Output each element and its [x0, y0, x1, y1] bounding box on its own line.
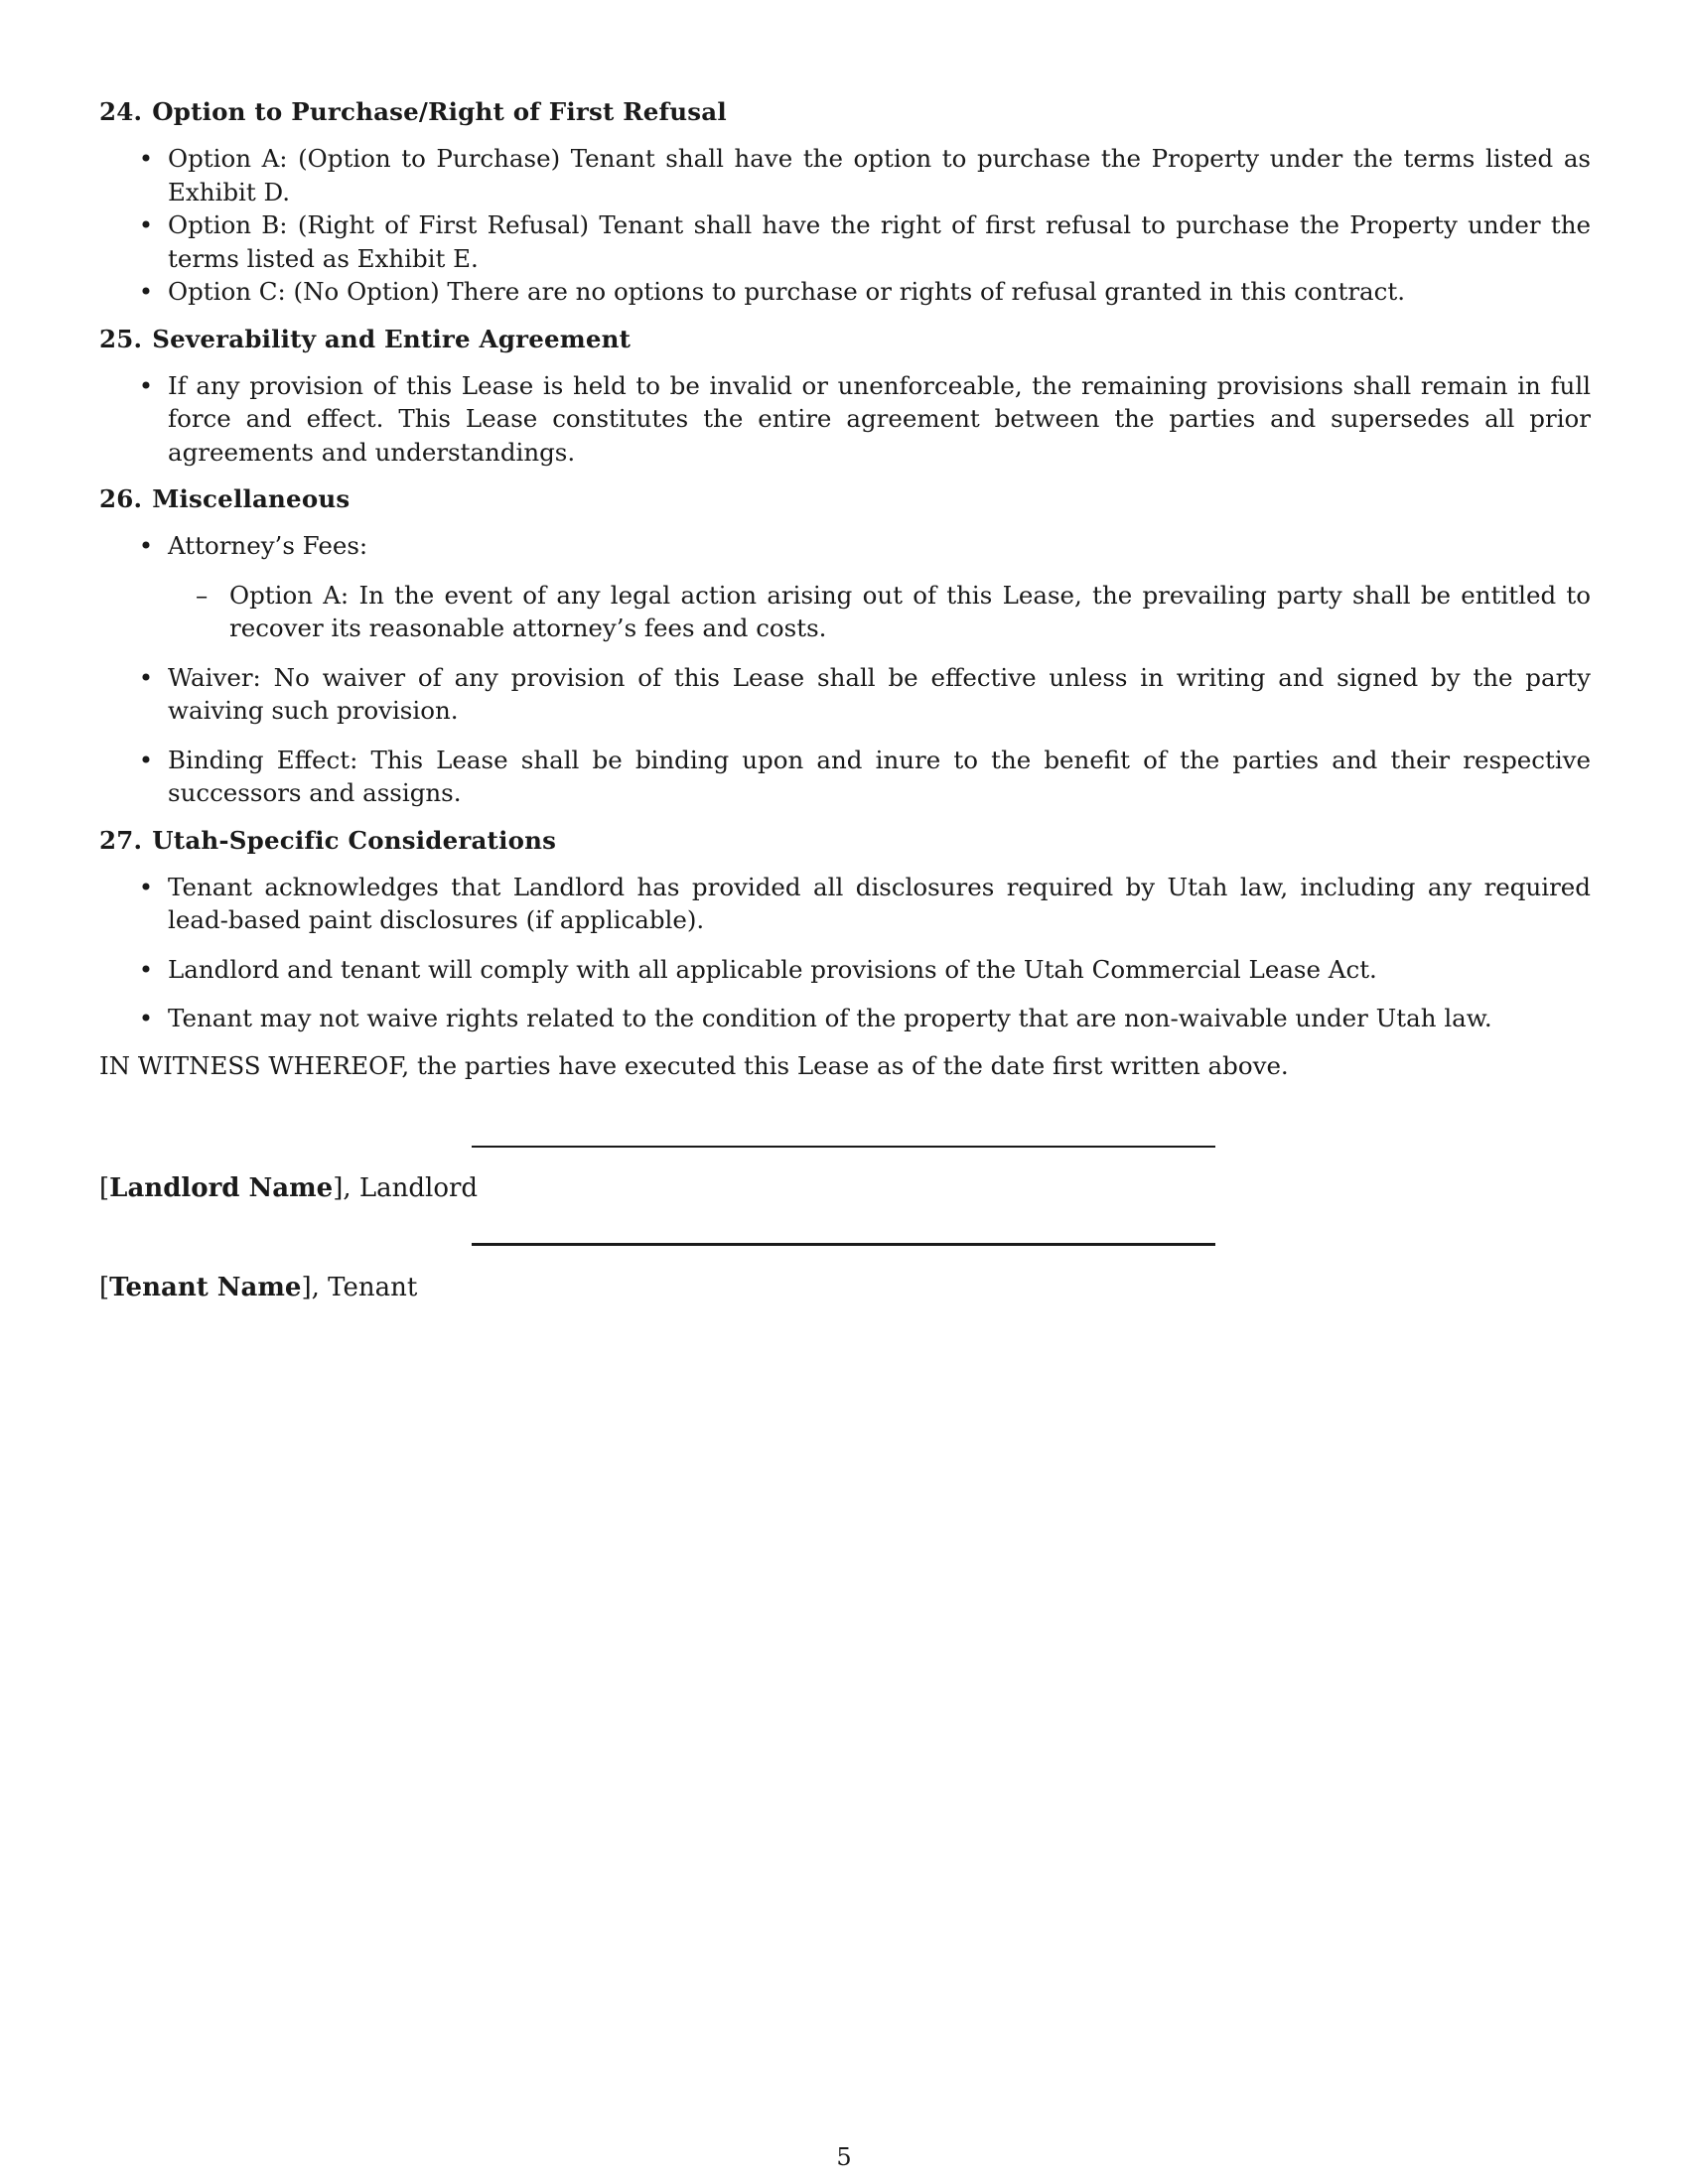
- bullet-icon: •: [138, 662, 154, 692]
- section-title: Miscellaneous: [152, 484, 351, 513]
- tenant-role: , Tenant: [311, 1273, 418, 1302]
- list-item: [99, 953, 1591, 987]
- bullet-icon: •: [138, 872, 154, 901]
- bullet-icon: •: [138, 1004, 154, 1032]
- attorney-fees-sublist: [168, 579, 1591, 645]
- list-item: [99, 142, 1591, 208]
- section-25-list: [99, 369, 1591, 470]
- tenant-signature-line: [472, 1243, 1215, 1246]
- bullet-icon: •: [138, 531, 154, 560]
- list-item-text: Attorney’s Fees:: [168, 531, 368, 560]
- section-number: 26.: [99, 484, 143, 513]
- list-item-text: Binding Effect: This Lease shall be binding upon and inure to the benefit of the parties and their respective successors and assigns.: [168, 745, 1591, 807]
- bullet-icon: •: [138, 210, 154, 239]
- list-item-text: Waiver: No waiver of any provision of this Lease shall be effective unless in writing and signed by the party waiving such provision.: [168, 662, 1591, 725]
- list-item: [99, 529, 1591, 645]
- list-item: [99, 1002, 1591, 1035]
- bracket-close: ]: [333, 1173, 344, 1203]
- list-item: [99, 369, 1591, 470]
- landlord-role: , Landlord: [343, 1173, 479, 1203]
- sub-list-item: [168, 579, 1591, 645]
- witness-statement: IN WITNESS WHEREOF, the parties have executed this Lease as of the date first written above.: [99, 1050, 1289, 1080]
- document-body: [99, 95, 1591, 1082]
- list-item-text: Option A: (Option to Purchase) Tenant shall have the option to purchase the Property under the terms listed as Exhibit D.: [168, 144, 1591, 206]
- section-heading-25: [99, 323, 1591, 355]
- bullet-icon: •: [138, 745, 154, 774]
- list-item-text: Tenant acknowledges that Landlord has provided all disclosures required by Utah law, including any required lead-based paint disclosures (if applicable).: [168, 872, 1591, 934]
- list-item: [99, 208, 1591, 275]
- page-number: 5: [836, 2143, 852, 2171]
- list-item: [99, 275, 1591, 309]
- list-item-text: Landlord and tenant will comply with all applicable provisions of the Utah Commercial Lease Act.: [168, 954, 1377, 984]
- section-title: Utah-Specific Considerations: [152, 825, 557, 855]
- bullet-icon: •: [138, 144, 154, 173]
- section-24-list: [99, 142, 1591, 309]
- bullet-icon: •: [138, 954, 154, 984]
- bullet-icon: •: [138, 370, 154, 400]
- tenant-name: Tenant Name: [109, 1273, 302, 1302]
- landlord-name: Landlord Name: [109, 1173, 334, 1203]
- section-heading-26: [99, 482, 1591, 515]
- landlord-signature-label: [99, 1171, 478, 1205]
- bracket-open: [: [99, 1273, 110, 1302]
- section-title: Option to Purchase/Right of First Refusal: [152, 97, 727, 126]
- section-number: 27.: [99, 825, 143, 855]
- list-item-text: If any provision of this Lease is held to be invalid or unenforceable, the remaining provisions shall remain in full force and effect. This Lease constitutes the entire agreement between the parties and supersedes all prior agreements and understandings.: [168, 370, 1591, 467]
- landlord-signature-line: [472, 1146, 1215, 1148]
- section-title: Severability and Entire Agreement: [152, 324, 632, 353]
- sub-list-item-text: Option A: In the event of any legal action arising out of this Lease, the prevailing party shall be entitled to recover its reasonable attorney’s fees and costs.: [229, 580, 1591, 642]
- bracket-close: ]: [301, 1273, 312, 1302]
- list-item: [99, 661, 1591, 728]
- list-item-text: Option C: (No Option) There are no options to purchase or rights of refusal granted in this contract.: [168, 277, 1406, 306]
- section-27-list: [99, 871, 1591, 1035]
- list-item: [99, 871, 1591, 937]
- section-heading-24: [99, 95, 1591, 128]
- section-number: 25.: [99, 324, 143, 353]
- section-heading-27: [99, 824, 1591, 857]
- dash-icon: –: [196, 580, 209, 610]
- section-26-list: [99, 529, 1591, 810]
- tenant-signature-label: [99, 1271, 417, 1304]
- list-item: [99, 744, 1591, 810]
- bullet-icon: •: [138, 277, 154, 306]
- section-number: 24.: [99, 97, 143, 126]
- bracket-open: [: [99, 1173, 110, 1203]
- list-item-text: Option B: (Right of First Refusal) Tenant shall have the right of first refusal to purchase the Property under the terms listed as Exhibit E.: [168, 210, 1591, 273]
- list-item-text: Tenant may not waive rights related to the condition of the property that are non-waivable under Utah law.: [168, 1004, 1492, 1032]
